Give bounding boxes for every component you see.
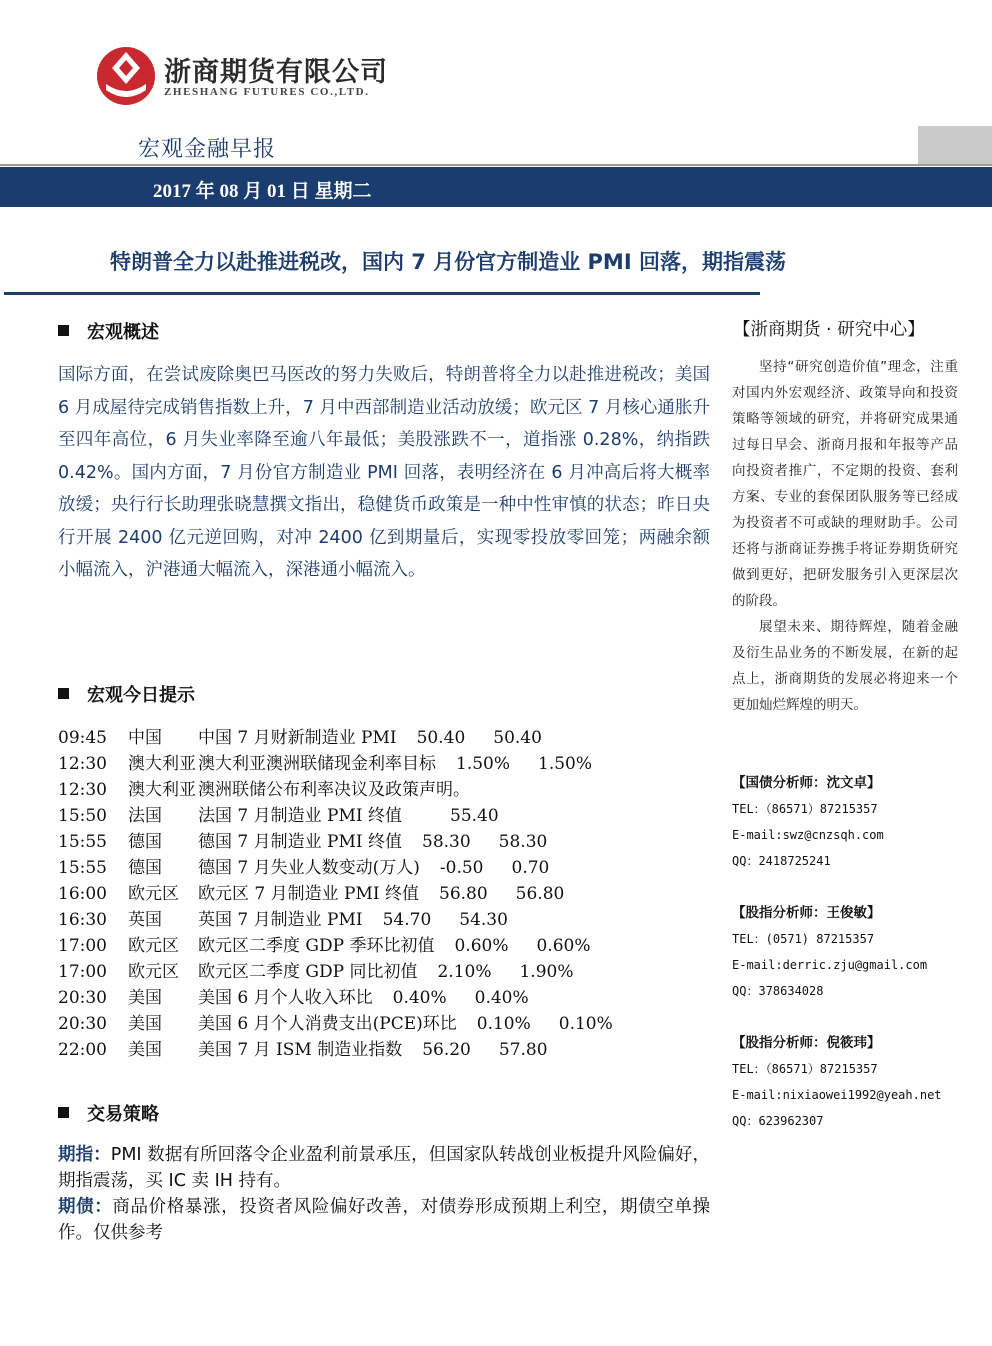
event-country: 欧元区: [128, 936, 179, 956]
square-bullet-icon: [58, 688, 69, 699]
headline-rule: [4, 292, 760, 295]
analyst-title: 【国债分析师：沈文卓】: [732, 775, 881, 791]
overview-text: 国际方面，在尝试废除奥巴马医改的努力失败后，特朗普将全力以赴推进税改；美国 6 月成屋待完成销售指数上升，7 月中西部制造业活动放缓；欧元区 7 月核心通胀升至四年高位，6 月失业率降至逾八年最低；美股涨跌不一，道指涨 0.28%，纳指跌 0.42%。国内方面，7 月份官方制造业 PMI 回落，表明经济在 6 月冲高后将大概率放缓；央行行长助理张晓慧撰文指出，稳健货币政策是一种中性审慎的状态；昨日央行开展 2400 亿元逆回购，对冲 2400 亿到期量后，实现零投放零回笼；两融余额小幅流入，沪港通大幅流入，深港通小幅流入。: [58, 365, 710, 580]
event-country: 美国: [128, 988, 162, 1008]
event-time: 16:30: [58, 910, 107, 930]
event-value-forecast: 58.30: [498, 832, 548, 852]
event-time: 15:55: [58, 858, 107, 878]
analyst-qq: QQ：623962307: [732, 1114, 824, 1128]
event-name: 澳洲联储公布利率决议及政策声明。: [198, 780, 470, 800]
event-time: 15:50: [58, 806, 107, 826]
event-list: [58, 725, 718, 1063]
event-country: 德国: [128, 858, 162, 878]
header-divider: [0, 164, 992, 166]
analyst-email[interactable]: E-mail:derric.zju@gmail.com: [732, 958, 928, 972]
analyst-card: [732, 1030, 982, 1134]
event-value-forecast: 0.60%: [536, 936, 591, 956]
sidebar-title: 【浙商期货 · 研究中心】: [733, 320, 925, 340]
date-bar: [0, 167, 992, 207]
event-value-forecast: 1.50%: [538, 754, 593, 774]
strategy-text: [58, 1142, 710, 1246]
event-value-forecast: 57.80: [498, 1040, 548, 1060]
event-value-prev: 0.60%: [454, 936, 509, 956]
report-type: 宏观金融早报: [138, 137, 277, 162]
strategy-futures: 期指：PMI 数据有所回落令企业盈利前景承压，但国家队转战创业板提升风险偏好，期指震荡，买 IC 卖 IH 持有。: [58, 1145, 711, 1191]
event-name: 澳大利亚澳洲联储现金利率目标: [198, 754, 436, 774]
event-time: 20:30: [58, 1014, 107, 1034]
event-value-prev: 0.40%: [392, 988, 447, 1008]
event-value-forecast: 0.70: [511, 858, 550, 878]
analyst-email[interactable]: E-mail:swz@cnzsqh.com: [732, 828, 884, 842]
event-country: 英国: [128, 910, 162, 930]
sidebar-intro: 坚持“研究创造价值”理念，注重对国内外宏观经济、政策导向和投资策略等领域的研究，并将研究成果通过每日早会、浙商月报和年报等产品向投资者推广，不定期的投资、套利方案、专业的套保团队服务等已经成为投资者不可或缺的理财助手。公司还将与浙商证券携手将证券期货研究做到更好，把研发服务引入更深层次的阶段。: [732, 359, 958, 609]
event-country: 德国: [128, 832, 162, 852]
company-logo: [96, 46, 156, 106]
event-value-prev: 56.20: [422, 1040, 471, 1060]
event-country: 澳大利亚: [128, 754, 196, 774]
strategy-bonds: 期债：商品价格暴涨，投资者风险偏好改善，对债券形成预期上利空，期债空单操作。仅供参考: [58, 1197, 711, 1243]
event-time: 15:55: [58, 832, 107, 852]
event-time: 17:00: [58, 962, 107, 982]
event-name: 德国 7 月失业人数变动(万人): [198, 858, 420, 878]
analyst-tel: TEL：(0571) 87215357: [732, 932, 875, 946]
event-value-forecast: 1.90%: [519, 962, 574, 982]
event-time: 20:30: [58, 988, 107, 1008]
event-value-forecast: 50.40: [493, 728, 542, 748]
analyst-email[interactable]: E-mail:nixiaowei1992@yeah.net: [732, 1088, 942, 1102]
analyst-title: 【股指分析师：王俊敏】: [732, 905, 881, 921]
sidebar-outlook: 展望未来、期待辉煌，随着金融及衍生品业务的不断发展，在新的起点上，浙商期货的发展必将迎来一个更加灿烂辉煌的明天。: [732, 619, 958, 713]
section-strategy-heading: 交易策略: [58, 1100, 159, 1126]
event-row: [58, 985, 718, 1011]
section-today-heading: 宏观今日提示: [58, 681, 195, 707]
event-row: [58, 959, 718, 985]
event-value-forecast: 56.80: [515, 884, 565, 904]
event-name: 法国 7 月制造业 PMI 终值: [198, 806, 402, 826]
report-date: 2017 年 08 月 01 日 星期二: [153, 181, 372, 202]
event-row: [58, 933, 718, 959]
event-value-prev: 58.30: [422, 832, 471, 852]
event-country: 欧元区: [128, 962, 179, 982]
event-row: [58, 907, 718, 933]
event-name: 中国 7 月财新制造业 PMI: [198, 728, 397, 748]
event-time: 17:00: [58, 936, 107, 956]
event-time: 16:00: [58, 884, 107, 904]
analyst-card: [732, 770, 982, 874]
analyst-qq: QQ：2418725241: [732, 854, 831, 868]
event-value-forecast: 54.30: [459, 910, 508, 930]
square-bullet-icon: [58, 325, 69, 336]
event-value-forecast: 0.40%: [474, 988, 529, 1008]
event-value-prev: 2.10%: [437, 962, 492, 982]
event-name: 英国 7 月制造业 PMI: [198, 910, 363, 930]
headline: 特朗普全力以赴推进税改，国内 7 月份官方制造业 PMI 回落，期指震荡: [110, 250, 786, 274]
event-name: 欧元区二季度 GDP 同比初值: [198, 962, 418, 982]
analyst-qq: QQ：378634028: [732, 984, 824, 998]
event-value-prev: 0.10%: [476, 1014, 531, 1034]
event-row: [58, 1011, 718, 1037]
event-name: 美国 6 月个人消费支出(PCE)环比: [198, 1014, 457, 1034]
event-value-prev: -0.50: [439, 858, 484, 878]
company-name-cn: 浙商期货有限公司: [164, 57, 388, 88]
event-value-forecast: 55.40: [450, 806, 499, 826]
event-time: 12:30: [58, 754, 107, 774]
event-row: [58, 1037, 718, 1063]
event-value-prev: 56.80: [439, 884, 488, 904]
event-time: 22:00: [58, 1040, 107, 1060]
event-country: 法国: [128, 806, 162, 826]
analyst-card: [732, 900, 982, 1004]
event-country: 美国: [128, 1014, 162, 1034]
event-row: [58, 725, 718, 751]
event-row: [58, 829, 718, 855]
event-row: [58, 777, 718, 803]
event-value-prev: 1.50%: [456, 754, 511, 774]
event-country: 美国: [128, 1040, 162, 1060]
event-name: 欧元区 7 月制造业 PMI 终值: [198, 884, 419, 904]
company-name-en: ZHESHANG FUTURES CO.,LTD.: [164, 86, 370, 98]
event-country: 中国: [128, 728, 162, 748]
analyst-tel: TEL：（86571）87215357: [732, 1062, 878, 1076]
event-country: 澳大利亚: [128, 780, 196, 800]
event-value-prev: 54.70: [382, 910, 432, 930]
event-row: [58, 751, 718, 777]
event-name: 德国 7 月制造业 PMI 终值: [198, 832, 402, 852]
event-name: 美国 6 月个人收入环比: [198, 988, 373, 1008]
analyst-tel: TEL：（86571）87215357: [732, 802, 878, 816]
event-row: [58, 803, 718, 829]
event-country: 欧元区: [128, 884, 179, 904]
analyst-title: 【股指分析师：倪筱玮】: [732, 1035, 881, 1051]
event-name: 欧元区二季度 GDP 季环比初值: [198, 936, 435, 956]
header-gray-tab: [918, 126, 992, 164]
event-name: 美国 7 月 ISM 制造业指数: [198, 1040, 403, 1060]
event-time: 12:30: [58, 780, 107, 800]
section-overview-heading: 宏观概述: [58, 318, 159, 344]
event-time: 09:45: [58, 728, 107, 748]
event-value-prev: 50.40: [416, 728, 466, 748]
event-row: [58, 881, 718, 907]
event-value-forecast: 0.10%: [558, 1014, 613, 1034]
square-bullet-icon: [58, 1107, 69, 1118]
event-row: [58, 855, 718, 881]
